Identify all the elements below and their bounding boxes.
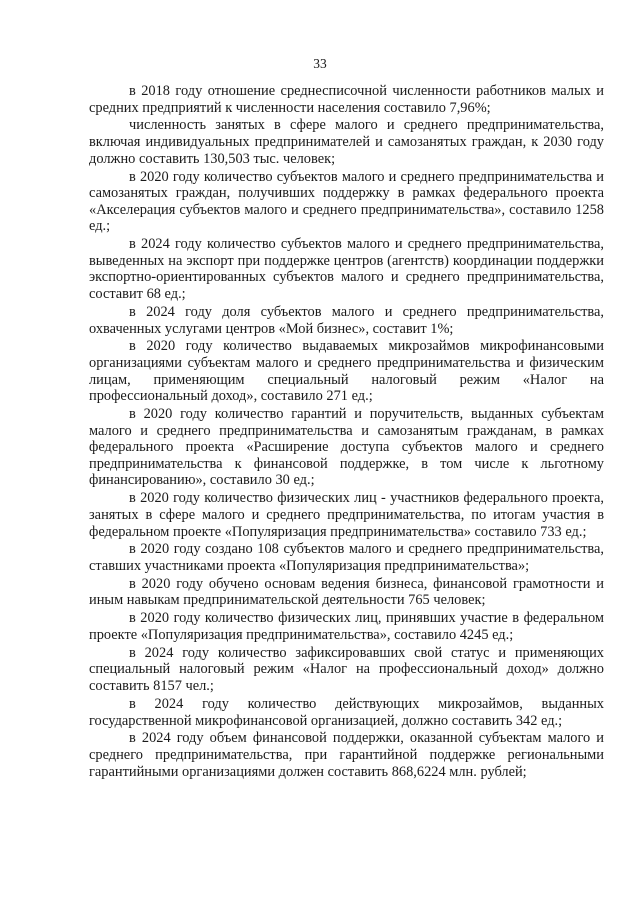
paragraph: в 2024 году количество действующих микрозаймов, выданных государственной микрофинансовой организацией, должно составить 342 ед.; — [89, 695, 604, 729]
paragraph: в 2024 году количество субъектов малого и среднего предпринимательства, выведенных на экспорт при поддержке центров (агентств) координации поддержки экспортно-ориентированных субъектов малого и среднего предпринимательства, составит 68 ед.; — [89, 236, 604, 303]
page-number: 33 — [313, 56, 327, 71]
paragraph: в 2020 году количество гарантий и поручительств, выданных субъектам малого и среднего предпринимательства и самозанятым гражданам, в рамках федерального проекта «Расширение доступа субъектов малого и среднего предпринимательства к финансовой поддержке, в том числе к льготному финансированию», составило 30 ед.; — [89, 406, 604, 489]
paragraph: в 2020 году количество физических лиц - участников федерального проекта, занятых в сфере малого и среднего предпринимательства, по итогам участия в федеральном проекте «Популяризация предпринимательства» составило 733 ед.; — [89, 490, 604, 540]
paragraph: в 2024 году объем финансовой поддержки, оказанной субъектам малого и среднего предпринимательства, при гарантийной поддержке региональными гарантийными организациями должен составить 868,6224 млн. рублей; — [89, 730, 604, 780]
paragraph: в 2024 году количество зафиксировавших свой статус и применяющих специальный налоговый режим «Налог на профессиональный доход» должно составить 8157 чел.; — [89, 644, 604, 695]
paragraph: в 2020 году количество выдаваемых микрозаймов микрофинансовыми организациями субъектам малого и среднего предпринимательства и физическим лицам, применяющим специальный налоговый режим «Налог на профессиональный доход», составило 271 ед.; — [89, 338, 604, 405]
paragraph: в 2020 году создано 108 субъектов малого и среднего предпринимательства, ставших участниками проекта «Популяризация предпринимательства»; — [89, 541, 604, 574]
paragraph: численность занятых в сфере малого и среднего предпринимательства, включая индивидуальных предпринимателей и самозанятых граждан, к 2030 году должно составить 130,503 тыс. человек; — [89, 117, 604, 167]
paragraph: в 2018 году отношение среднесписочной численности работников малых и средних предприятий к численности населения составило 7,96%; — [89, 83, 604, 116]
paragraph: в 2020 году количество субъектов малого и среднего предпринимательства и самозанятых граждан, получивших поддержку в рамках федерального проекта «Акселерация субъектов малого и среднего предпринимательства», составило 1258 ед.; — [89, 168, 604, 235]
paragraph: в 2020 году обучено основам ведения бизнеса, финансовой грамотности и иным навыкам предпринимательской деятельности 765 человек; — [89, 575, 604, 609]
paragraph: в 2024 году доля субъектов малого и среднего предпринимательства, охваченных услугами центров «Мой бизнес», составит 1%; — [89, 303, 604, 337]
paragraph: в 2020 году количество физических лиц, принявших участие в федеральном проекте «Популяризация предпринимательства», составило 4245 ед.; — [89, 610, 604, 643]
document-body — [89, 83, 604, 782]
